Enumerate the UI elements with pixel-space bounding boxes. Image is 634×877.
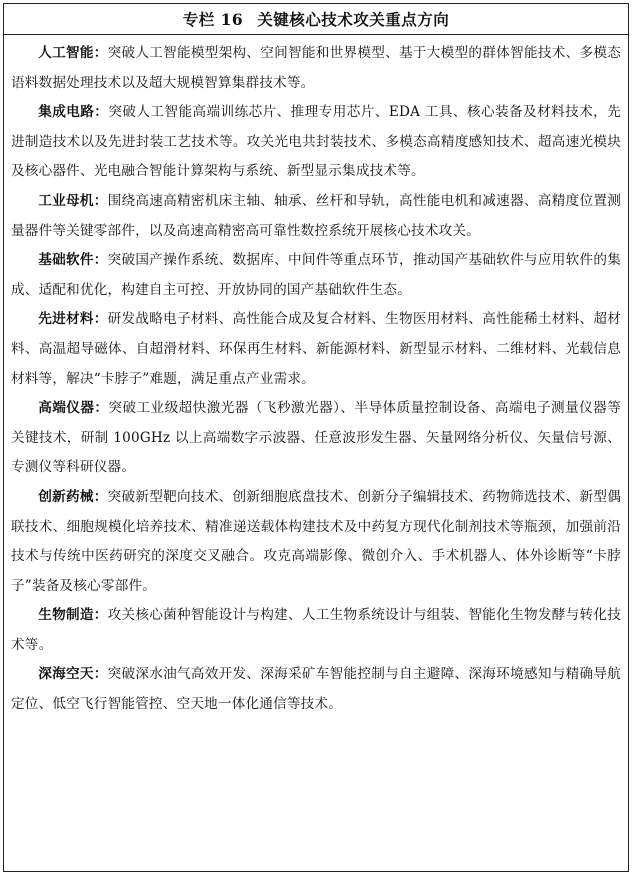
item-text: 突破工业级超快激光器（飞秒激光器）、半导体质量控制设备、高端电子测量仪器等关键技术，研制 100GHz 以上高端数字示波器、任意波形发生器、矢量网络分析仪、矢量信号源、专测仪等科研仪器。: [11, 400, 622, 476]
item-text: 研发战略电子材料、高性能合成及复合材料、生物医用材料、高性能稀土材料、超材料、高温超导磁体、自超滑材料、环保再生材料、新能源材料、新型显示材料、二维材料、光载信息材料等，解决“卡脖子”难题，满足重点产业需求。: [11, 311, 622, 387]
item-term: 深海空天：: [38, 666, 108, 683]
item-term: 创新药械：: [38, 488, 108, 505]
item-term: 生物制造：: [38, 607, 108, 624]
item-integrated-circuits: [11, 98, 621, 187]
item-machine-tools: [11, 187, 621, 246]
item-bio-manufacturing: [11, 601, 621, 660]
column-number: 专栏 16: [182, 10, 244, 29]
item-advanced-materials: [11, 305, 621, 394]
column-title: 关键核心技术攻关重点方向: [257, 10, 450, 29]
item-basic-software: [11, 246, 621, 305]
item-text: 突破人工智能模型架构、空间智能和世界模型、基于大模型的群体智能技术、多模态语料数据处理技术以及超大规模智算集群技术等。: [11, 45, 622, 91]
item-innovative-drugs-devices: [11, 483, 621, 601]
item-text: 攻关核心菌种智能设计与构建、人工生物系统设计与组装、智能化生物发酵与转化技术等。: [11, 607, 622, 653]
item-text: 突破人工智能高端训练芯片、推理专用芯片、EDA 工具、核心装备及材料技术，先进制造技术以及先进封装工艺技术等。攻关光电共封装技术、多模态高精度感知技术、超高速光模块及核心器件、光电融合智能计算架构与系统、新型显示集成技术等。: [11, 104, 622, 180]
item-term: 集成电路：: [38, 104, 109, 121]
item-text: 突破新型靶向技术、创新细胞底盘技术、创新分子编辑技术、药物筛选技术、新型偶联技术、细胞规模化培养技术、精准递送载体构建技术及中药复方现代化制剂技术等瓶颈，加强前沿技术与传统中医药研究的深度交叉融合。攻克高端影像、微创介入、手术机器人、体外诊断等“卡脖子”装备及核心零部件。: [11, 488, 622, 594]
column-header: [4, 4, 628, 35]
item-term: 高端仪器：: [38, 400, 109, 417]
column-content: [4, 35, 628, 720]
item-text: 突破深水油气高效开发、深海采矿车智能控制与自主避障、深海环境感知与精确导航定位、低空飞行智能管控、空天地一体化通信等技术。: [11, 666, 622, 713]
item-text: 围绕高速高精密机床主轴、轴承、丝杆和导轨，高性能电机和减速器、高精度位置测量器件等关键零部件，以及高速高精密高可靠性数控系统开展核心技术攻关。: [11, 192, 622, 239]
item-term: 先进材料：: [38, 311, 108, 328]
item-high-end-instruments: [11, 394, 621, 483]
item-deep-sea-aerospace: [11, 660, 621, 719]
item-text: 突破国产操作系统、数据库、中间件等重点环节，推动国产基础软件与应用软件的集成、适配和优化，构建自主可控、开放协同的国产基础软件生态。: [11, 252, 622, 298]
item-term: 人工智能：: [38, 45, 108, 61]
column-box: [3, 3, 629, 872]
item-term: 工业母机：: [38, 192, 108, 209]
item-ai: [11, 39, 621, 98]
item-term: 基础软件：: [38, 252, 108, 269]
